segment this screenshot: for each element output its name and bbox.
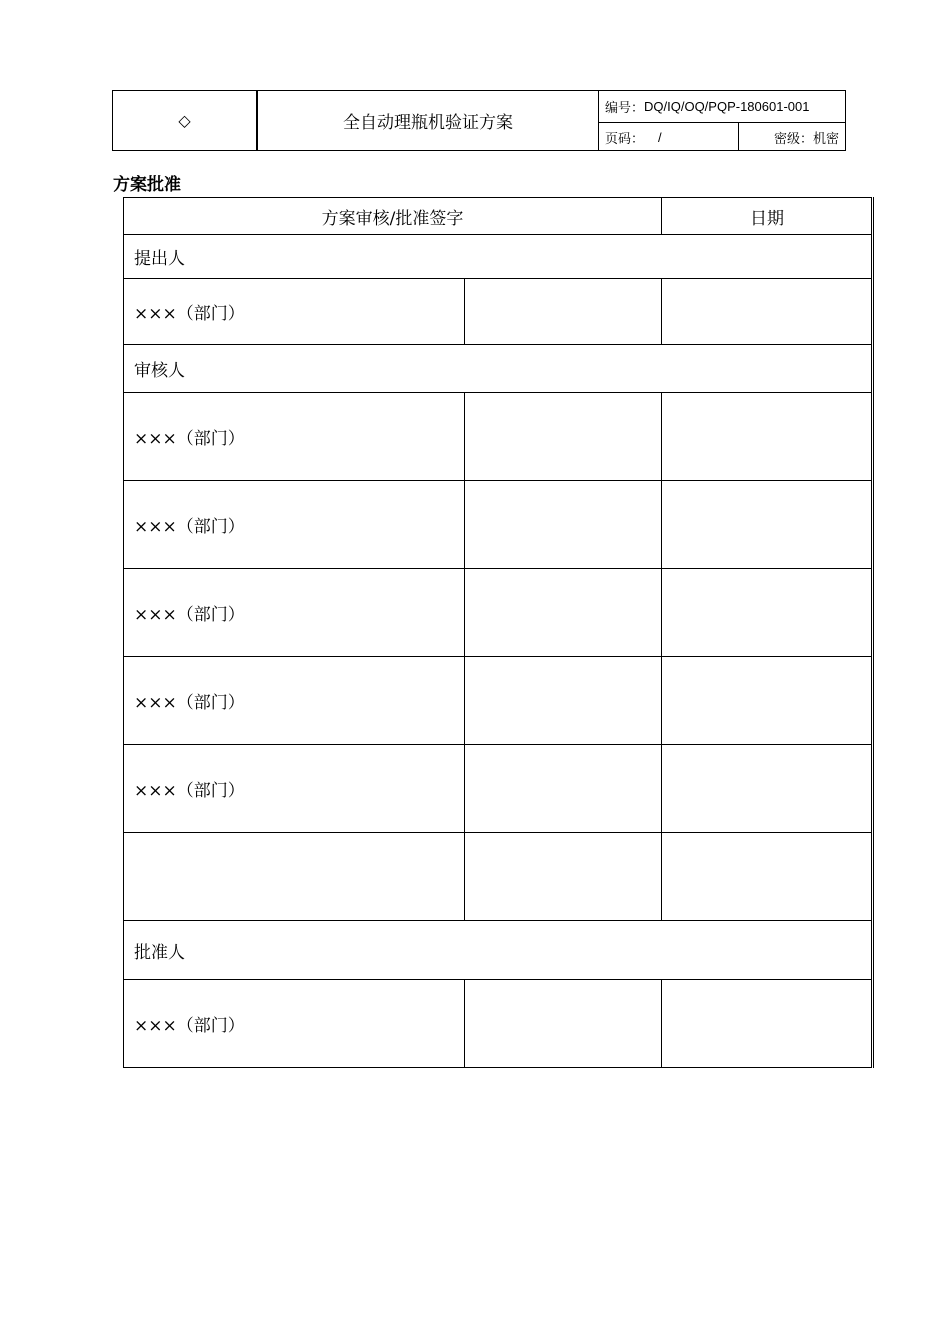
signer-row-label: ×××（部门） [134, 304, 245, 324]
document-code [605, 91, 845, 122]
signer-row-label: ×××（部门） [134, 605, 245, 625]
security-level-label: 密级： [773, 131, 813, 147]
date-cell[interactable] [662, 980, 872, 1067]
date-cell[interactable] [662, 481, 872, 568]
signature-cell[interactable] [465, 745, 661, 832]
date-cell[interactable] [662, 279, 872, 344]
signer-row-label: ×××（部门） [134, 1016, 245, 1036]
signer-row-label [134, 833, 464, 920]
security-level-value: 机密 [812, 131, 839, 147]
group-reviewer: 审核人 [134, 361, 185, 381]
signer-row-label: ×××（部门） [134, 693, 245, 713]
date-cell[interactable] [662, 657, 872, 744]
signature-cell[interactable] [465, 657, 661, 744]
signer-row-label: ×××（部门） [134, 517, 245, 537]
signature-cell[interactable] [465, 481, 661, 568]
header-date: 日期 [750, 208, 784, 229]
signer-row-label: ×××（部门） [134, 781, 245, 801]
header-sign: 方案审核/批准签字 [321, 208, 464, 229]
header-divider-2 [598, 90, 599, 151]
security-level [739, 123, 839, 151]
signature-cell[interactable] [465, 569, 661, 656]
signature-cell[interactable] [465, 980, 661, 1067]
signature-cell[interactable] [465, 833, 661, 920]
signature-cell[interactable] [465, 279, 661, 344]
document-code-label: 编号： [605, 101, 645, 116]
document-code-value: DQ/IQ/OQ/PQP-180601-001 [644, 99, 810, 114]
date-cell[interactable] [662, 745, 872, 832]
date-cell[interactable] [662, 569, 872, 656]
group-proposer: 提出人 [134, 249, 185, 269]
table-right-edge [873, 197, 874, 1068]
page-number [605, 123, 738, 151]
page-number-label: 页码： [605, 131, 645, 147]
logo-diamond-icon: ◇ [178, 111, 191, 130]
page-number-value: / [658, 129, 662, 145]
section-title: 方案批准 [113, 175, 181, 194]
date-cell[interactable] [662, 393, 872, 480]
document-title: 全自动理瓶机验证方案 [343, 113, 513, 133]
signature-cell[interactable] [465, 393, 661, 480]
signer-row-label: ×××（部门） [134, 429, 245, 449]
date-cell[interactable] [662, 833, 872, 920]
group-approver: 批准人 [134, 942, 185, 963]
